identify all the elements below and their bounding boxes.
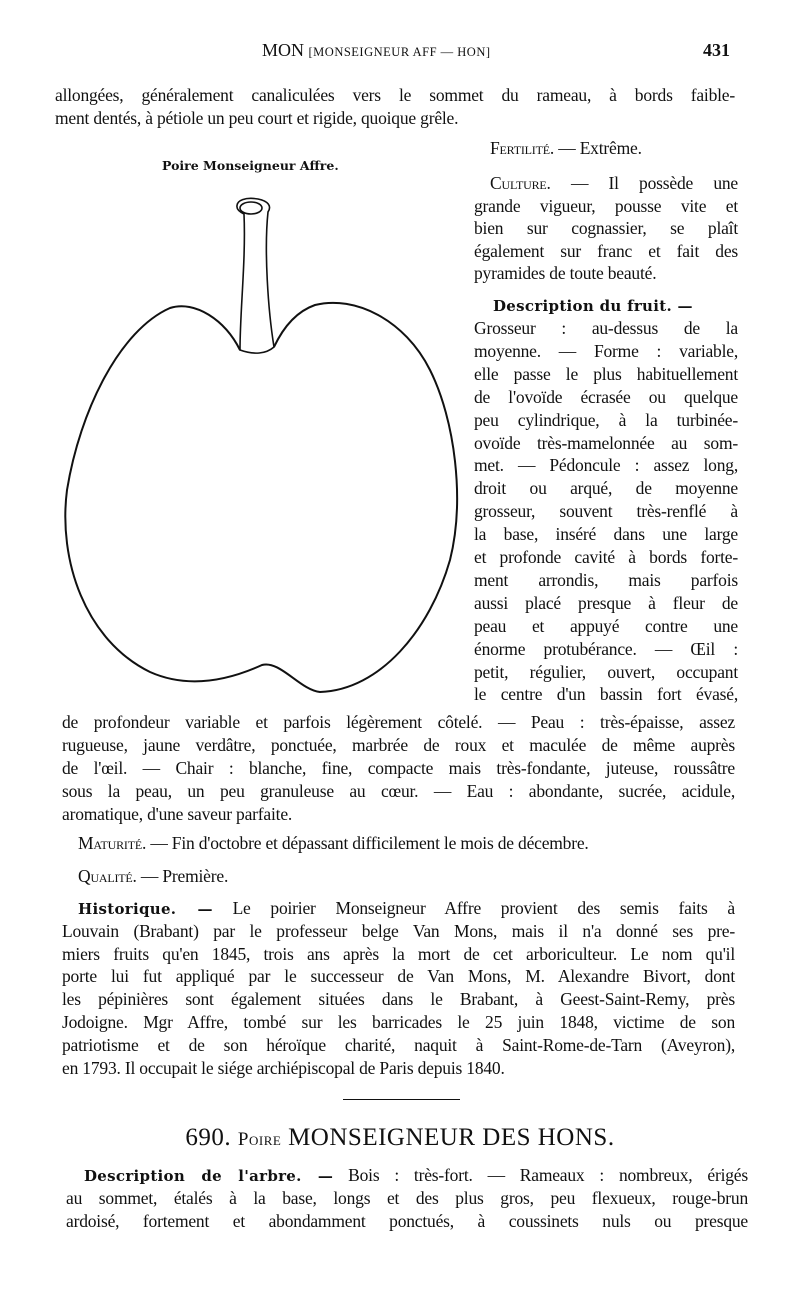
section-divider [343, 1099, 460, 1100]
description-fruit-line: de l'œil. — Chair : blanche, fine, compacte mais très-fondante, juteuse, roussâtre [62, 758, 735, 778]
description-arbre-line: Description de l'arbre. — Bois : très-fort. — Rameaux : nombreux, érigés [84, 1165, 748, 1185]
text-line: ment dentés, à pétiole un peu court et rigide, quoique grêle. [55, 108, 459, 128]
figure-caption: Poire Monseigneur Affre. [162, 158, 339, 173]
culture-line: bien sur cognassier, se plaît [474, 218, 738, 238]
description-arbre-line-label: Description de l'arbre. — [84, 1167, 334, 1185]
historique-line: patriotisme et de son héroïque charité, naquit à Saint-Rome-de-Tarn (Aveyron), [62, 1034, 735, 1055]
culture-line: Culture. — Il possède une [490, 173, 738, 193]
description-fruit-line: grosseur, souvent très-renflé à [474, 501, 738, 522]
description-fruit-line: peu cylindrique, à la turbinée- [474, 409, 738, 430]
description-fruit-line: la base, inséré dans une large [474, 524, 738, 545]
description-fruit-line: petit, régulier, ouvert, occupant [474, 661, 738, 682]
qualite-line-label: Qualité. [78, 866, 137, 886]
culture-line-label: Culture. [490, 173, 551, 193]
historique-line: Historique. — Le poirier Monseigneur Affre provient des semis faits à [78, 898, 735, 918]
section-number: 690. [185, 1124, 232, 1151]
description-fruit-line: Grosseur : au-dessus de la [474, 318, 738, 338]
description-fruit-line: met. — Pédoncule : assez long, [474, 455, 738, 476]
description-arbre-line: au sommet, étalés à la base, longs et des plus gros, peu flexueux, rouge-brun [66, 1188, 748, 1208]
description-fruit-line: aromatique, d'une saveur parfaite. [62, 804, 293, 824]
description-fruit-line: ment arrondis, mais parfois [474, 569, 738, 590]
culture-line: grande vigueur, pousse vite et [474, 195, 738, 216]
pear-stem [237, 198, 274, 353]
pear-outline [65, 303, 457, 692]
running-title-range: [MONSEIGNEUR AFF — HON] [308, 45, 491, 59]
maturite-line: Maturité. — Fin d'octobre et dépassant difficilement le mois de décembre. [78, 833, 589, 853]
maturite-line-label: Maturité. [78, 833, 147, 853]
fertilite-line-label: Fertilité. [490, 138, 555, 158]
historique-line: porte lui fut appliqué par le successeur de Van Mons, M. Alexandre Bivort, dont [62, 966, 735, 987]
description-fruit-line: ovoïde très-mamelonnée au som- [474, 432, 738, 453]
running-title-main: MON [262, 40, 305, 60]
fertilite-line: Fertilité. — Extrême. [490, 138, 642, 158]
description-fruit-line: rugueuse, jaune verdâtre, ponctuée, marbrée de roux et maculée de même auprès [62, 735, 735, 755]
description-fruit-line: et profonde cavité à bords forte- [474, 547, 738, 567]
historique-line: miers fruits qu'en 1845, trois ans après la mort de cet arboriculteur. Le nom qu'il [62, 943, 735, 964]
description-fruit-line: peau et appuyé contre une [474, 615, 738, 636]
stem-tip [240, 202, 262, 214]
qualite-line: Qualité. — Première. [78, 866, 229, 886]
page-number: 431 [703, 40, 730, 60]
description-fruit-line: énorme protubérance. — Œil : [474, 638, 738, 659]
description-fruit-line: de l'ovoïde écrasée ou quelque [474, 386, 738, 407]
description-fruit-line: elle passe le plus habituellement [474, 363, 738, 384]
historique-line: Jodoigne. Mgr Affre, tombé sur les barricades le 25 juin 1848, victime de son [62, 1012, 735, 1032]
description-fruit-line: aussi placé presque à fleur de [474, 592, 738, 613]
description-fruit-line: droit ou arqué, de moyenne [474, 478, 738, 499]
section-title: MONSEIGNEUR DES HONS. [288, 1124, 615, 1151]
section-heading [0, 1124, 800, 1152]
text-line: allongées, généralement canaliculées vers le sommet du rameau, à bords faible- [55, 85, 735, 105]
historique-line: les pépinières sont également situées dans le Brabant, à Geest-Saint-Remy, près [62, 989, 735, 1010]
description-fruit-heading [493, 295, 693, 316]
description-fruit-line: le centre d'un bassin fort évasé, [474, 684, 738, 705]
historique-line-label: Historique. — [78, 900, 213, 918]
description-fruit-line: moyenne. — Forme : variable, [474, 340, 738, 361]
description-fruit-heading-label: Description du fruit. — [493, 297, 693, 315]
description-fruit-line: sous la peau, un peu granuleuse au cœur. — Eau : abondante, sucrée, acidule, [62, 781, 735, 801]
description-fruit-line: de profondeur variable et parfois légèrement côtelé. — Peau : très-épaisse, assez [62, 712, 735, 732]
description-arbre-line: ardoisé, fortement et abondamment ponctués, à coussinets nuls ou presque [66, 1211, 748, 1231]
section-word: Poire [237, 1129, 282, 1150]
historique-line: Louvain (Brabant) par le professeur belge Van Mons, mais il n'a donné ses pre- [62, 920, 735, 941]
culture-line: pyramides de toute beauté. [474, 263, 657, 283]
culture-line: également sur franc et fait des [474, 240, 738, 261]
historique-line: en 1793. Il occupait le siége archiépiscopal de Paris depuis 1840. [62, 1057, 505, 1078]
